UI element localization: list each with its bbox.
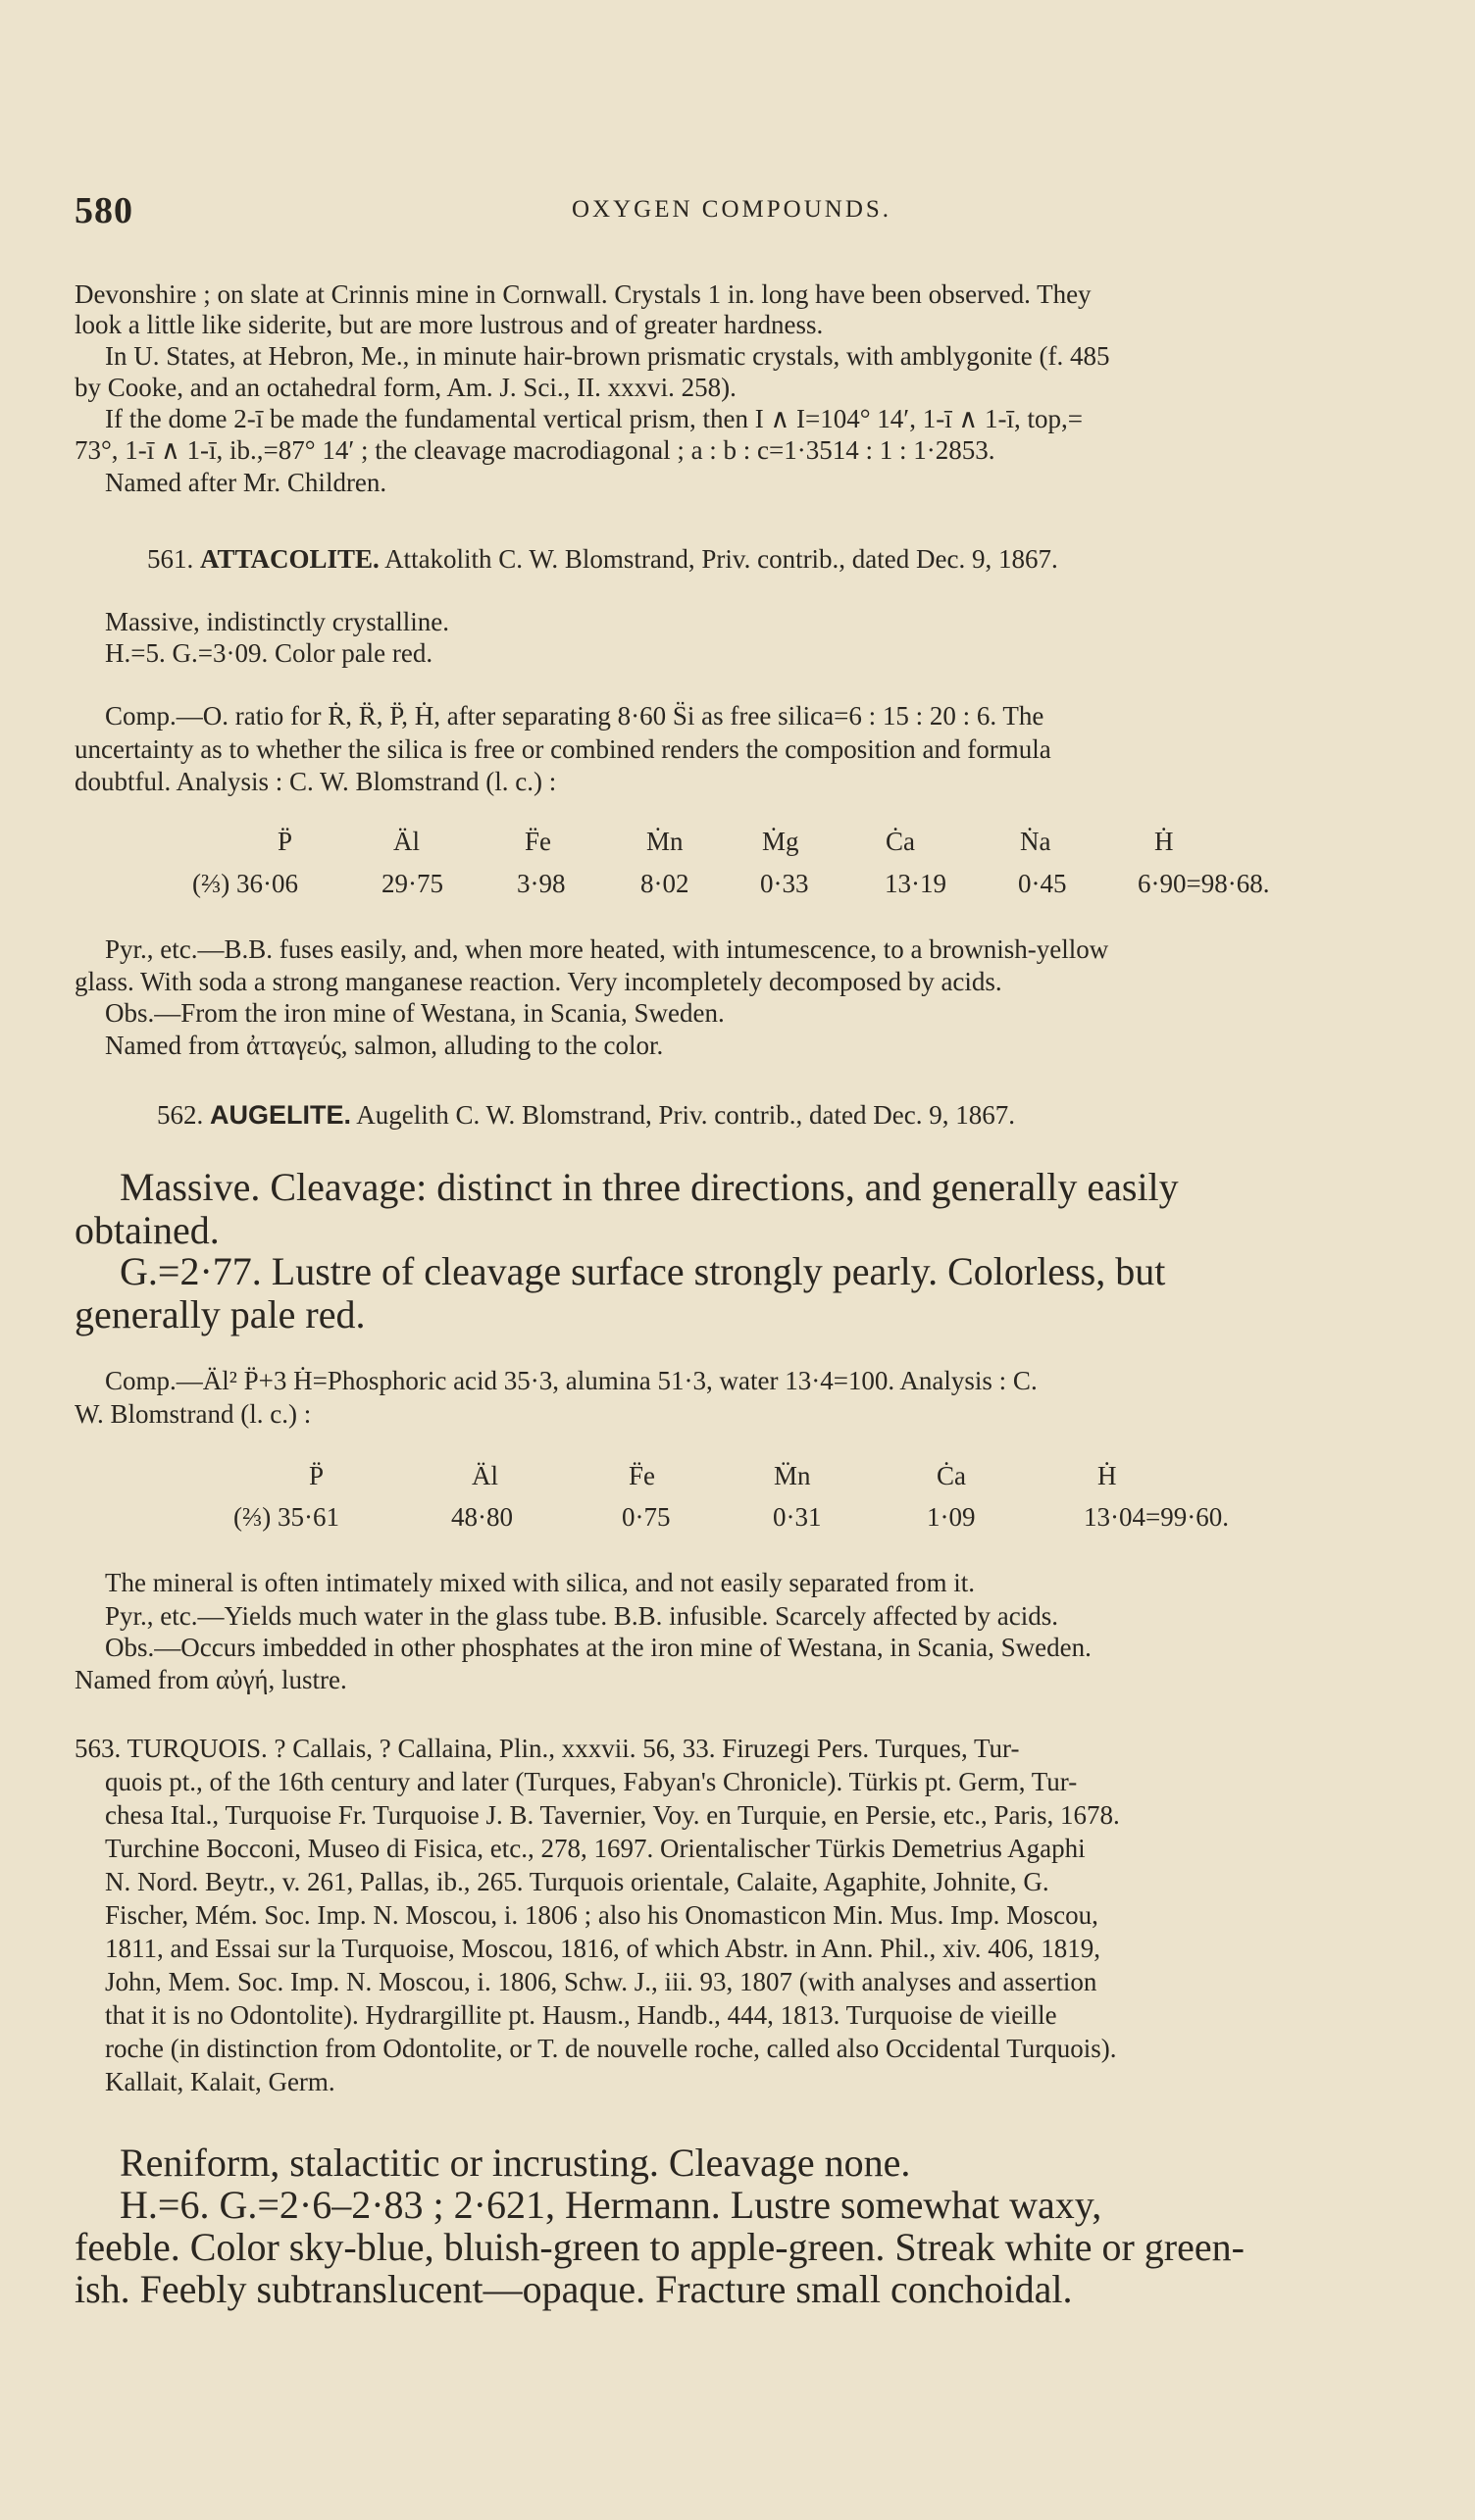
augelite-name: AUGELITE. xyxy=(210,1100,352,1130)
attacolite-sym: F̈e xyxy=(525,827,551,856)
turquois-desc-3: feeble. Color sky-blue, bluish-green to apple-green. Streak white or green- xyxy=(75,2225,1245,2269)
attacolite-val: (⅔) 36·06 xyxy=(192,869,298,898)
attacolite-heading xyxy=(147,542,1058,576)
attacolite-desc-1: Massive, indistinctly crystalline. xyxy=(105,607,449,636)
attacolite-synonym: Attakolith C. W. Blomstrand, Priv. contrib., dated Dec. 9, 1867. xyxy=(384,544,1058,574)
turquois-desc-1: Reniform, stalactitic or incrusting. Cleavage none. xyxy=(120,2141,911,2185)
augelite-val: 0·75 xyxy=(622,1502,671,1532)
attacolite-name: ATTACOLITE. xyxy=(200,544,380,574)
children-line-5: If the dome 2-ī be made the fundamental vertical prism, then I ∧ I=104° 14′, 1-ī ∧ 1-ī, top,= xyxy=(105,404,1083,433)
attacolite-val: 0·45 xyxy=(1018,869,1067,898)
attacolite-comp-2: uncertainty as to whether the silica is free or combined renders the composition and formula xyxy=(75,734,1051,764)
attacolite-val: 8·02 xyxy=(640,869,689,898)
children-line-6: 73°, 1-ī ∧ 1-ī, ib.,=87° 14′ ; the cleavage macrodiagonal ; a : b : c=1·3514 : 1 : 1·2853. xyxy=(75,435,995,465)
turquois-synonym-line: that it is no Odontolite). Hydrargillite pt. Hausm., Handb., 444, 1813. Turquoise de vieille xyxy=(105,2000,1057,2030)
augelite-number: 562. xyxy=(157,1100,204,1130)
augelite-comp-2: W. Blomstrand (l. c.) : xyxy=(75,1399,312,1429)
attacolite-symbol-row xyxy=(0,827,1475,860)
augelite-heading xyxy=(157,1098,1015,1132)
augelite-sym: Ḣ xyxy=(1097,1461,1117,1490)
turquois-synonym-line: chesa Ital., Turquoise Fr. Turquoise J. B. Tavernier, Voy. en Turquie, en Persie, etc., Paris, 1678. xyxy=(105,1800,1120,1830)
attacolite-val: 6·90=98·68. xyxy=(1138,869,1270,898)
attacolite-val: 13·19 xyxy=(885,869,946,898)
attacolite-val: 3·98 xyxy=(517,869,566,898)
attacolite-number: 561. xyxy=(147,544,194,574)
running-title: OXYGEN COMPOUNDS. xyxy=(572,196,892,223)
augelite-note: The mineral is often intimately mixed with silica, and not easily separated from it. xyxy=(105,1568,976,1597)
augelite-analysis-row xyxy=(0,1502,1475,1536)
attacolite-sym: Ṁn xyxy=(646,827,684,856)
augelite-symbol-row xyxy=(0,1461,1475,1494)
turquois-synonym-line: John, Mem. Soc. Imp. N. Moscou, i. 1806, Schw. J., iii. 93, 1807 (with analyses and assertion xyxy=(105,1967,1097,1996)
turquois-synonym-line: Turchine Bocconi, Museo di Fisica, etc., 278, 1697. Orientalischer Türkis Demetrius Agaphi xyxy=(105,1834,1086,1863)
attacolite-comp-3: doubtful. Analysis : C. W. Blomstrand (l. c.) : xyxy=(75,767,557,796)
attacolite-named: Named from ἀτταγεύς, salmon, alluding to the color. xyxy=(105,1031,664,1060)
turquois-synonym-line: N. Nord. Beytr., v. 261, Pallas, ib., 265. Turquois orientale, Calaite, Agaphite, Johnite, G. xyxy=(105,1867,1049,1896)
augelite-obs: Obs.—Occurs imbedded in other phosphates at the iron mine of Westana, in Scania, Sweden. xyxy=(105,1633,1092,1662)
augelite-val: 1·09 xyxy=(927,1502,976,1532)
attacolite-comp-1: Comp.—O. ratio for Ṙ, R̈, P̈, Ḣ, after separating 8·60 S̈i as free silica=6 : 15 : 20 : 6. The xyxy=(105,701,1044,731)
children-line-1: Devonshire ; on slate at Crinnis mine in Cornwall. Crystals 1 in. long have been observed. They xyxy=(75,279,1092,309)
attacolite-val: 29·75 xyxy=(381,869,443,898)
augelite-val: 13·04=99·60. xyxy=(1084,1502,1229,1532)
augelite-sym: P̈ xyxy=(309,1461,325,1490)
augelite-desc-3: G.=2·77. Lustre of cleavage surface strongly pearly. Colorless, but xyxy=(120,1249,1166,1293)
turquois-synonym-line: roche (in distinction from Odontolite, or T. de nouvelle roche, called also Occidental Turquois). xyxy=(105,2034,1117,2063)
augelite-synonym: Augelith C. W. Blomstrand, Priv. contrib., dated Dec. 9, 1867. xyxy=(356,1100,1015,1130)
turquois-synonym-line: 1811, and Essai sur la Turquoise, Moscou, 1816, of which Abstr. in Ann. Phil., xiv. 406, 1819, xyxy=(105,1934,1101,1963)
attacolite-sym: Ṁg xyxy=(762,827,799,856)
augelite-desc-2: obtained. xyxy=(75,1208,220,1252)
augelite-comp-1: Comp.—Äl² P̈+3 Ḣ=Phosphoric acid 35·3, alumina 51·3, water 13·4=100. Analysis : C. xyxy=(105,1366,1038,1395)
attacolite-sym: Ṅa xyxy=(1020,827,1051,856)
attacolite-pyr-2: glass. With soda a strong manganese reaction. Very incompletely decomposed by acids. xyxy=(75,967,1002,996)
augelite-named: Named from αὐγή, lustre. xyxy=(75,1665,347,1694)
page-number: 580 xyxy=(75,190,133,231)
turquois-heading: 563. TURQUOIS. ? Callais, ? Callaina, Plin., xxxvii. 56, 33. Firuzegi Pers. Turques, Tur- xyxy=(75,1734,1020,1763)
children-line-3: In U. States, at Hebron, Me., in minute hair-brown prismatic crystals, with amblygonite (f. 485 xyxy=(105,341,1110,371)
augelite-val: 0·31 xyxy=(773,1502,822,1532)
turquois-synonym-line: Fischer, Mém. Soc. Imp. N. Moscou, i. 1806 ; also his Onomasticon Min. Mus. Imp. Moscou, xyxy=(105,1900,1098,1930)
attacolite-sym: Ċa xyxy=(886,827,915,856)
attacolite-analysis-row xyxy=(0,869,1475,902)
augelite-sym: Äl xyxy=(472,1461,498,1490)
turquois-desc-2: H.=6. G.=2·6–2·83 ; 2·621, Hermann. Lustre somewhat waxy, xyxy=(120,2183,1102,2227)
turquois-synonym-line: Kallait, Kalait, Germ. xyxy=(105,2067,335,2096)
attacolite-sym: Ḣ xyxy=(1154,827,1174,856)
turquois-desc-4: ish. Feebly subtranslucent—opaque. Fracture small conchoidal. xyxy=(75,2267,1073,2311)
augelite-val: (⅔) 35·61 xyxy=(233,1502,339,1532)
augelite-sym: M̈n xyxy=(774,1461,811,1490)
augelite-desc-1: Massive. Cleavage: distinct in three directions, and generally easily xyxy=(120,1165,1179,1209)
children-line-2: look a little like siderite, but are more lustrous and of greater hardness. xyxy=(75,310,824,339)
attacolite-obs: Obs.—From the iron mine of Westana, in Scania, Sweden. xyxy=(105,998,725,1028)
attacolite-desc-2: H.=5. G.=3·09. Color pale red. xyxy=(105,638,433,668)
attacolite-sym: Äl xyxy=(393,827,420,856)
augelite-sym: F̈e xyxy=(629,1461,655,1490)
attacolite-pyr-1: Pyr., etc.—B.B. fuses easily, and, when more heated, with intumescence, to a brownish-yellow xyxy=(105,934,1109,964)
augelite-val: 48·80 xyxy=(451,1502,513,1532)
augelite-sym: Ċa xyxy=(937,1461,966,1490)
turquois-synonym-line: quois pt., of the 16th century and later (Turques, Fabyan's Chronicle). Türkis pt. Germ, Tur- xyxy=(105,1767,1078,1796)
children-line-7: Named after Mr. Children. xyxy=(105,468,387,497)
augelite-pyr: Pyr., etc.—Yields much water in the glass tube. B.B. infusible. Scarcely affected by acids. xyxy=(105,1601,1059,1631)
augelite-desc-4: generally pale red. xyxy=(75,1292,366,1336)
children-line-4: by Cooke, and an octahedral form, Am. J. Sci., II. xxxvi. 258). xyxy=(75,373,737,402)
attacolite-val: 0·33 xyxy=(760,869,809,898)
attacolite-sym: P̈ xyxy=(278,827,293,856)
